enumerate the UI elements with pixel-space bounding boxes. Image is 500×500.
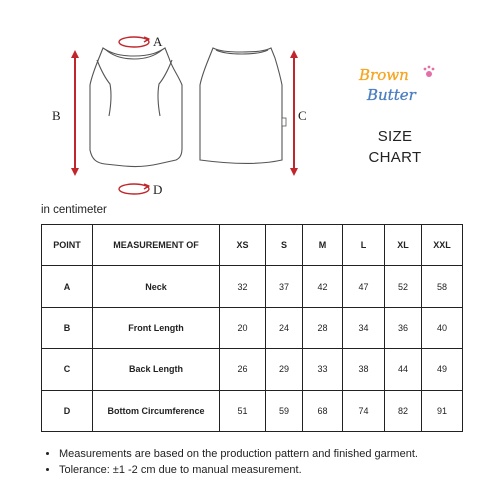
table-row	[42, 307, 463, 348]
size-table	[41, 224, 463, 432]
row-point: C	[42, 349, 93, 390]
front-tank-outline	[90, 48, 182, 167]
logo-brown-text: Brown	[359, 66, 409, 84]
size-chart-title	[330, 126, 460, 168]
label-a: A	[153, 34, 163, 49]
row-measurement: Front Length	[93, 307, 220, 348]
cell-m: 28	[303, 307, 343, 348]
front-length-arrow	[71, 50, 79, 176]
header-xl: XL	[385, 225, 422, 266]
note-item: • Measurements are based on the production pattern and finished garment.	[59, 446, 499, 462]
back-length-arrow	[290, 50, 298, 176]
header-m: M	[303, 225, 343, 266]
cell-xs: 26	[220, 349, 266, 390]
notes-list	[41, 446, 499, 478]
neck-measure-arrow	[119, 37, 149, 47]
label-b: B	[52, 108, 61, 123]
unit-note: in centimeter	[41, 204, 107, 216]
cell-xxl: 58	[422, 266, 463, 307]
header-l: L	[343, 225, 385, 266]
row-point: D	[42, 390, 93, 431]
header-point: POINT	[42, 225, 93, 266]
cell-xxl: 49	[422, 349, 463, 390]
row-measurement: Back Length	[93, 349, 220, 390]
cell-s: 59	[266, 390, 303, 431]
cell-s: 37	[266, 266, 303, 307]
cell-xs: 32	[220, 266, 266, 307]
cell-m: 42	[303, 266, 343, 307]
cell-l: 34	[343, 307, 385, 348]
table-row	[42, 266, 463, 307]
title-line-1: SIZE	[377, 128, 413, 145]
brown-butter-logo	[355, 60, 445, 110]
paw-icon	[424, 66, 435, 77]
row-measurement: Neck	[93, 266, 220, 307]
cell-l: 74	[343, 390, 385, 431]
table-header-row	[42, 225, 463, 266]
header-measurement: MEASUREMENT OF	[93, 225, 220, 266]
cell-xs: 20	[220, 307, 266, 348]
row-measurement: Bottom Circumference	[93, 390, 220, 431]
header-xs: XS	[220, 225, 266, 266]
bottom-measure-arrow	[119, 184, 149, 194]
cell-xl: 44	[385, 349, 422, 390]
header-xxl: XXL	[422, 225, 463, 266]
cell-xxl: 91	[422, 390, 463, 431]
cell-xl: 36	[385, 307, 422, 348]
note-item: • Tolerance: ±1 -2 cm due to manual measurement.	[59, 462, 499, 478]
cell-l: 38	[343, 349, 385, 390]
cell-s: 24	[266, 307, 303, 348]
cell-xs: 51	[220, 390, 266, 431]
cell-m: 33	[303, 349, 343, 390]
row-point: B	[42, 307, 93, 348]
cell-l: 47	[343, 266, 385, 307]
back-tank-outline	[200, 48, 286, 163]
logo-butter-text: Butter	[367, 86, 416, 104]
cell-m: 68	[303, 390, 343, 431]
title-line-2: CHART	[368, 149, 422, 166]
row-point: A	[42, 266, 93, 307]
cell-xl: 82	[385, 390, 422, 431]
table-row	[42, 390, 463, 431]
cell-xxl: 40	[422, 307, 463, 348]
table-row	[42, 349, 463, 390]
cell-s: 29	[266, 349, 303, 390]
cell-xl: 52	[385, 266, 422, 307]
header-s: S	[266, 225, 303, 266]
label-c: C	[298, 108, 307, 123]
label-d: D	[153, 182, 163, 197]
